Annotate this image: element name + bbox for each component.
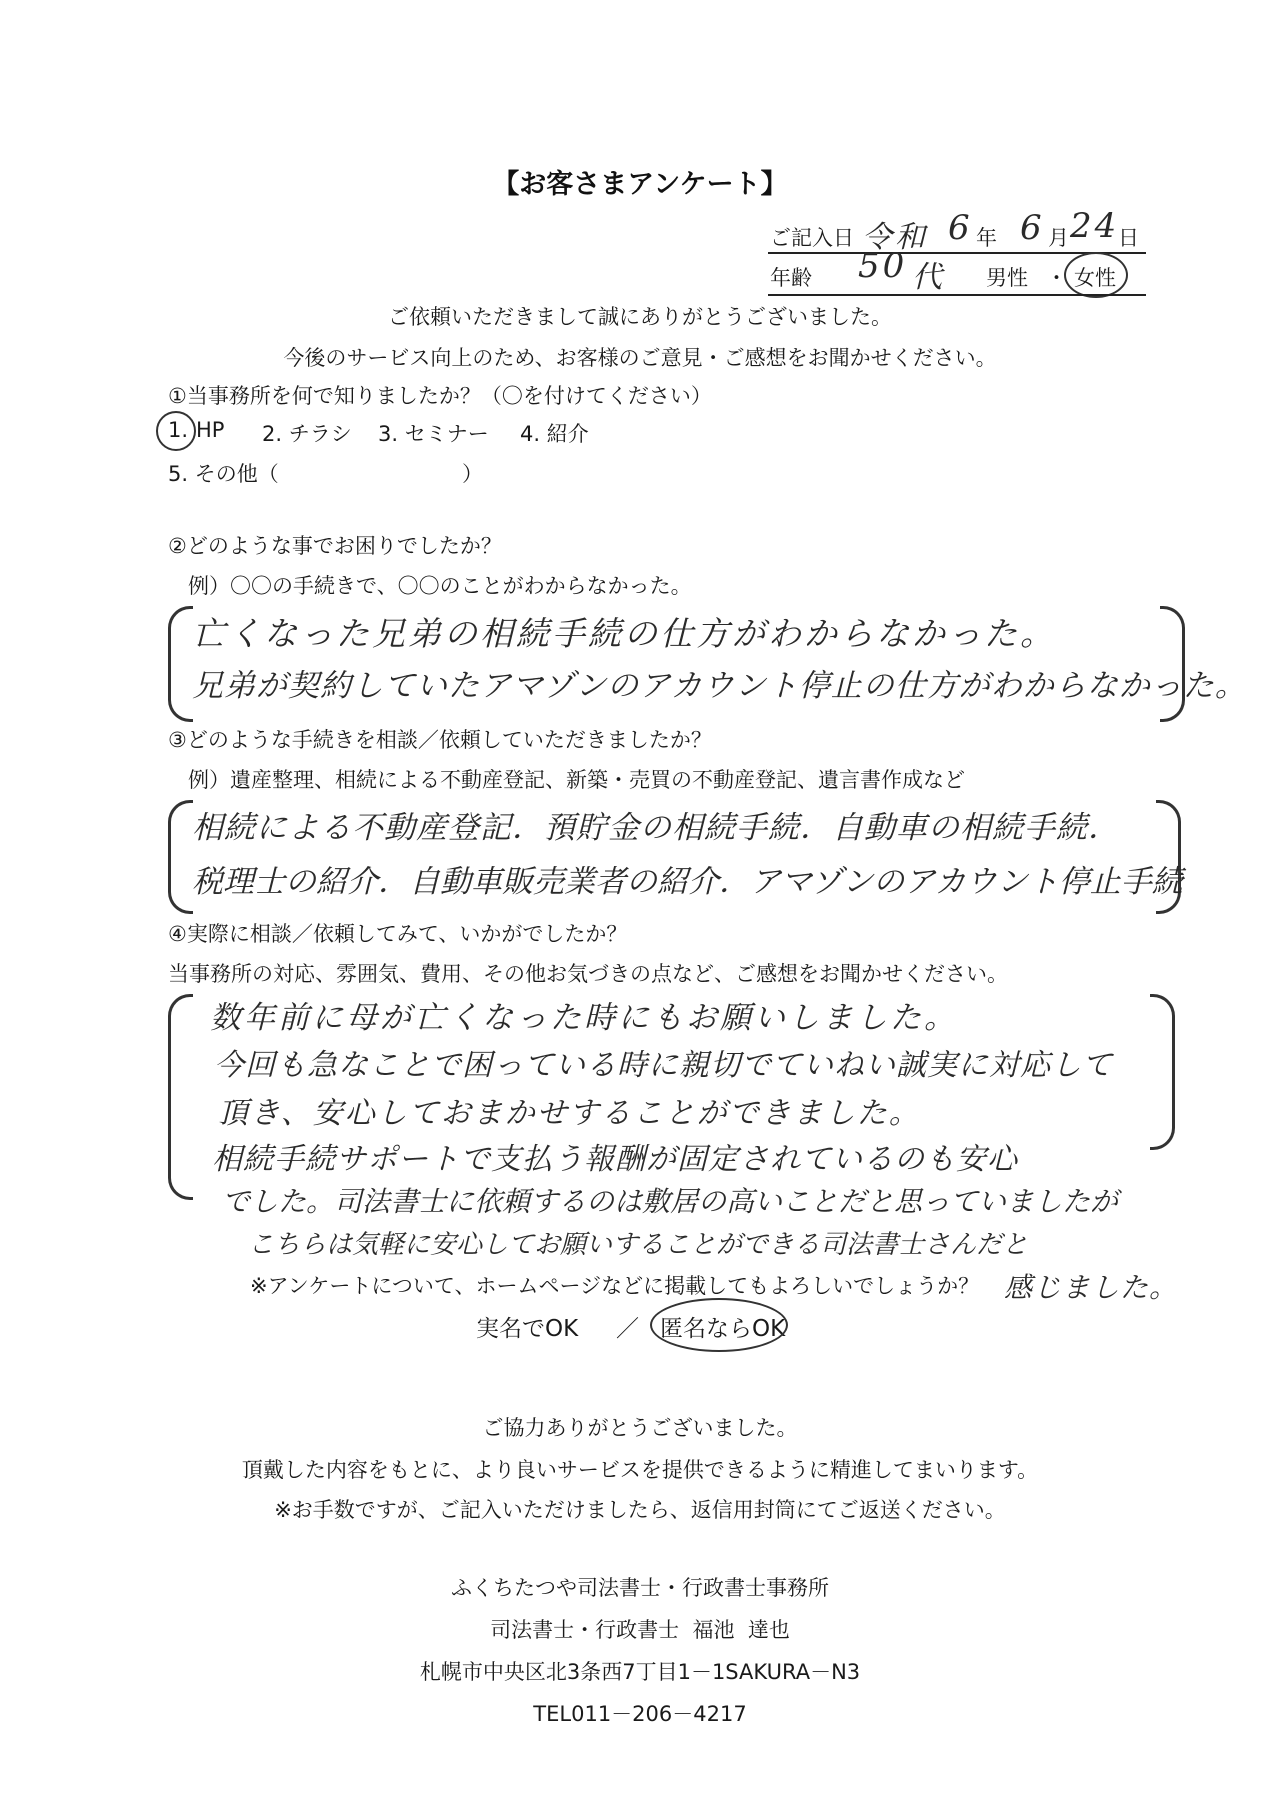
q1-option-flyer: 2. チラシ — [262, 422, 352, 446]
q1-option-1-number: 1. — [168, 418, 189, 442]
q2-bracket-left — [168, 606, 193, 722]
q4-answer-line7: 感じました。 — [1004, 1271, 1179, 1304]
date-month: 6 — [1020, 208, 1045, 248]
age-label: 年齢 — [770, 266, 812, 290]
publish-question: ※アンケートについて、ホームページなどに掲載してもよろしいでしょうか？ — [250, 1274, 980, 1298]
date-month-unit: 月 — [1048, 226, 1069, 250]
age-underline — [768, 294, 1146, 296]
q1-option-seminar: 3. セミナー — [378, 422, 489, 446]
date-year: 6 — [948, 208, 973, 248]
publish-selected-circle — [650, 1298, 788, 1352]
q4-answer-line5: でした。司法書士に依頼するのは敷居の高いことだと思っていましたが — [222, 1185, 1119, 1218]
gender-male: 男性 — [986, 266, 1028, 290]
office-name: ふくちたつや司法書士・行政書士事務所 — [451, 1576, 829, 1600]
q1-option-hp: HP — [196, 418, 225, 442]
date-label: ご記入日 — [770, 226, 854, 250]
q1-option-referral: 4. 紹介 — [520, 422, 589, 446]
q4-bracket-left — [168, 994, 193, 1200]
closing-commitment: 頂戴した内容をもとに、より良いサービスを提供できるように精進してまいります。 — [241, 1458, 1039, 1482]
office-address: 札幌市中央区北3条西7丁目1－1SAKURA－N3 — [419, 1660, 861, 1684]
q3-answer-line2: 税理士の紹介．自動車販売業者の紹介．アマゾンのアカウント停止手続 — [192, 864, 1183, 900]
office-person: 司法書士・行政書士 福池 達也 — [490, 1618, 790, 1642]
intro-thanks: ご依頼いただきまして誠にありがとうございました。 — [388, 305, 892, 329]
q3-bracket-left — [168, 800, 193, 914]
q4-bracket-right — [1150, 994, 1175, 1150]
publish-slash: ／ — [616, 1316, 639, 1342]
closing-return-note: ※お手数ですが、ご記入いただけましたら、返信用封筒にてご返送ください。 — [274, 1498, 1006, 1522]
date-day-unit: 日 — [1118, 226, 1139, 250]
q3-answer-line1: 相続による不動産登記．預貯金の相続手続．自動車の相続手続． — [192, 810, 1120, 846]
q3-question: ③どのような手続きを相談／依頼していただきましたか？ — [168, 728, 712, 752]
date-era: 令和 — [862, 220, 928, 255]
gender-separator: ・ — [1046, 266, 1067, 290]
q4-question: ④実際に相談／依頼してみて、いかがでしたか？ — [168, 922, 628, 946]
q1-option-other: 5. その他（ — [168, 462, 279, 486]
q1-question: ①当事務所を何で知りましたか？（〇を付けてください） — [168, 384, 712, 408]
age-value: 50 — [858, 246, 908, 286]
date-day: 24 — [1070, 206, 1120, 246]
q4-answer-line4: 相続手続サポートで支払う報酬が固定されているのも安心 — [212, 1142, 1018, 1177]
q4-answer-line1: 数年前に母が亡くなった時にもお願いしました。 — [210, 1000, 958, 1036]
q1-option-other-close: ） — [462, 462, 483, 486]
q3-example: 例）遺産整理、相続による不動産登記、新築・売買の不動産登記、遺言書作成など — [188, 768, 965, 792]
gender-selected-circle — [1064, 252, 1128, 298]
publish-anonymous: 匿名ならOK — [660, 1316, 786, 1342]
q4-answer-line6: こちらは気軽に安心してお願いすることができる司法書士さんだと — [248, 1230, 1029, 1260]
gender-female: 女性 — [1074, 266, 1116, 290]
q4-prompt: 当事務所の対応、雰囲気、費用、その他お気づきの点など、ご感想をお聞かせください。 — [168, 962, 1008, 986]
publish-real-name: 実名でOK — [476, 1316, 579, 1342]
q4-answer-line2: 今回も急なことで困っている時に親切でていねい誠実に対応して — [214, 1048, 1113, 1083]
closing-thanks: ご協力ありがとうございました。 — [482, 1416, 798, 1440]
q2-example: 例）〇〇の手続きで、〇〇のことがわからなかった。 — [188, 574, 692, 598]
date-year-unit: 年 — [976, 226, 997, 250]
page-title: 【お客さまアンケート】 — [492, 169, 788, 200]
q2-question: ②どのような事でお困りでしたか？ — [168, 534, 502, 558]
intro-request: 今後のサービス向上のため、お客様のご意見・ご感想をお聞かせください。 — [283, 346, 997, 370]
q4-answer-line3: 頂き、安心しておまかせすることができました。 — [218, 1096, 921, 1131]
q2-answer-line2: 兄弟が契約していたアマゾンのアカウント停止の仕方がわからなかった。 — [192, 668, 1247, 704]
q2-answer-line1: 亡くなった兄弟の相続手続の仕方がわからなかった。 — [192, 614, 1056, 653]
age-unit: 代 — [912, 260, 945, 295]
office-tel: TEL011－206－4217 — [533, 1702, 747, 1726]
